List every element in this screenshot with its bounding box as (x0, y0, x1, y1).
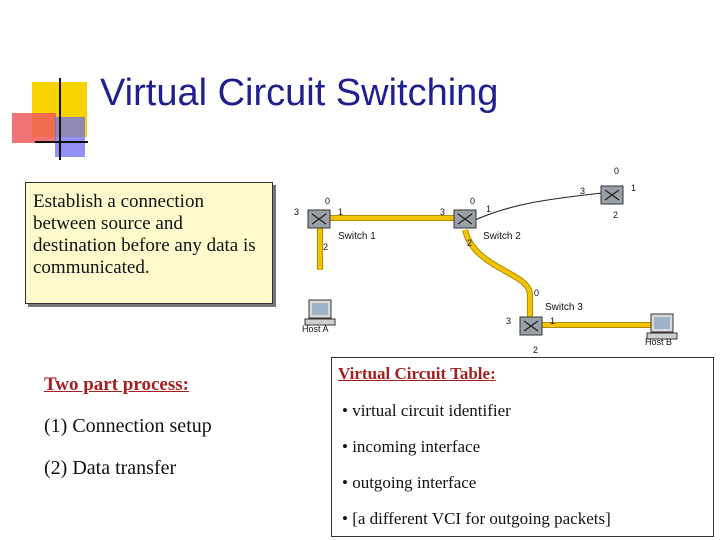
switch-3-port-3: 3 (506, 316, 512, 326)
host-b-label: Host B (645, 337, 673, 347)
switch-1-port-2: 2 (323, 242, 329, 252)
switch-2-port-0: 0 (470, 196, 476, 206)
host-a-computer-icon (305, 300, 335, 325)
switch-1-label: Switch 1 (338, 231, 376, 242)
virtual-circuit-table-box (331, 357, 714, 537)
switch-3-label: Switch 3 (545, 302, 583, 313)
page-title: Virtual Circuit Switching (100, 72, 499, 114)
switch-1-icon (308, 210, 330, 228)
switch-4-port-2: 2 (613, 210, 619, 220)
vct-item-different-vci: • [a different VCI for outgoing packets] (342, 509, 611, 528)
vct-item-incoming: • incoming interface (342, 437, 481, 456)
vct-item-identifier: • virtual circuit identifier (342, 401, 511, 420)
switch-2-port-3: 3 (440, 207, 446, 217)
switch-4-port-0: 0 (614, 166, 620, 176)
switch-4-port-1: 1 (631, 183, 637, 193)
logo-vertical-line (59, 78, 61, 160)
switch-3-port-1: 1 (550, 316, 556, 326)
vct-item-outgoing: • outgoing interface (342, 473, 477, 492)
link-switch2-switch4 (475, 193, 602, 220)
switch-1-port-3: 3 (294, 207, 300, 217)
switch-2-label: Switch 2 (483, 231, 521, 242)
switch-3-port-2: 2 (533, 345, 539, 355)
switch-4-port-3: 3 (580, 186, 586, 196)
host-b-computer-icon (647, 314, 677, 339)
logo-red-square (12, 113, 56, 143)
network-diagram (290, 160, 690, 360)
switch-1-port-0: 0 (325, 196, 331, 206)
host-a-label: Host A (302, 324, 329, 334)
intro-text-box: Establish a connection between source and destination before any data is communicated. (25, 182, 273, 304)
switch-1-port-1: 1 (338, 207, 344, 217)
switch-3-port-0: 0 (534, 288, 540, 298)
switch-2-port-1: 1 (486, 204, 492, 214)
process-step-2: (2) Data transfer (44, 457, 177, 479)
process-heading: Two part process: (44, 374, 189, 395)
switch-3-icon (520, 317, 542, 335)
logo-horizontal-line (35, 141, 88, 143)
switch-4-icon (601, 186, 623, 204)
process-step-1: (1) Connection setup (44, 415, 212, 437)
switch-2-port-2: 2 (467, 238, 473, 248)
switch-2-icon (454, 210, 476, 228)
virtual-circuit-table-heading: Virtual Circuit Table: (338, 364, 496, 383)
